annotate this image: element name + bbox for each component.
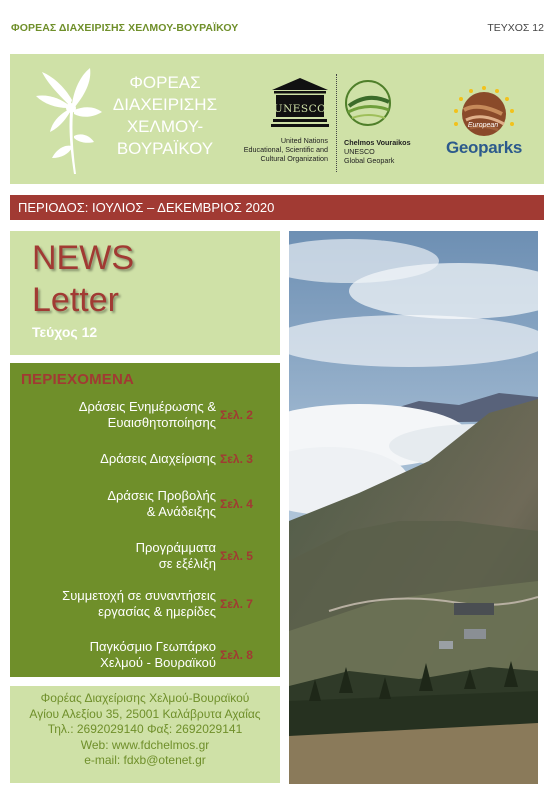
toc-page-number: Σελ. 2 (220, 408, 253, 422)
mountain-landscape-photo (289, 231, 538, 784)
geopark-globe-icon (343, 78, 393, 128)
contact-web-link[interactable]: Web: www.fdchelmos.gr (80, 737, 210, 752)
contact-address: Αγίου Αλεξίου 35, 25001 Καλάβρυτα Αχαΐας (29, 706, 261, 721)
header-org-title: ΦΟΡΕΑΣ ΔΙΑΧΕΙΡΙΣΗΣ ΧΕΛΜΟΥ- ΒΟΥΡΑΪΚΟΥ (112, 73, 218, 158)
header-org-name: ΦΟΡΕΑΣ ΔΙΑΧΕΙΡΙΣΗΣ ΧΕΛΜΟΥ-ΒΟΥΡΑΪΚΟΥ (11, 22, 239, 34)
contact-info (10, 686, 280, 783)
contact-email-link[interactable]: e-mail: fdxb@otenet.gr (84, 753, 206, 768)
logo-banner (10, 54, 544, 184)
toc-page-number: Σελ. 5 (220, 549, 253, 563)
newsletter-title: NEWS Letter (32, 239, 134, 319)
unesco-caption: United Nations Educational, Scientific and Cultural Organization (243, 136, 328, 163)
contact-phone: Τηλ.: 2692029140 Φαξ: 2692029141 (47, 722, 243, 737)
newsletter-issue: Τεύχος 12 (32, 324, 98, 340)
toc-page-number: Σελ. 7 (220, 597, 253, 611)
unesco-temple-icon (270, 76, 330, 128)
toc-page-number: Σελ. 4 (220, 497, 253, 511)
european-label: European (467, 122, 499, 129)
contents-heading: ΠΕΡΙΕΧΟΜΕΝΑ (21, 371, 135, 388)
toc-page-number: Σελ. 3 (220, 452, 253, 466)
unesco-logo (224, 76, 332, 172)
contact-org: Φορέας Διαχείρισης Χελμού-Βουραϊκού (40, 691, 250, 705)
geopark-caption: Chelmos Vouraikos UNESCO Global Geopark (344, 138, 411, 165)
svg-text:UNESCO: UNESCO (273, 103, 327, 115)
toc-page-number: Σελ. 8 (220, 648, 253, 662)
period-banner: ΠΕΡΙΟΔΟΣ: ΙΟΥΛΙΟΣ – ΔΕΚΕΜΒΡΙΟΣ 2020 (10, 195, 544, 220)
geoparks-wordmark: Geoparks (445, 138, 523, 157)
logo-divider (336, 74, 337, 172)
flower-logo-icon (34, 66, 104, 176)
table-of-contents: ΠΕΡΙΕΧΟΜΕΝΑ Δράσεις Ενημέρωσης & Ευαισθητοποίησης Σελ. 2 Δράσεις Διαχείρισης Σελ. 3 Δράσεις Προβολής & Ανάδειξης Σελ. 4 Προγράμματα σε εξέλιξη Σελ. 5 Συμμετοχή σε συναντήσεις εργασίας & ημερίδες Σελ. 7 Παγκόσμιο Γεωπάρκο Χελμού - Βουραϊκού Σελ. 8 (10, 363, 280, 677)
header-issue-number: ΤΕΥΧΟΣ 12 (487, 22, 544, 34)
newsletter-title-box (10, 231, 280, 355)
